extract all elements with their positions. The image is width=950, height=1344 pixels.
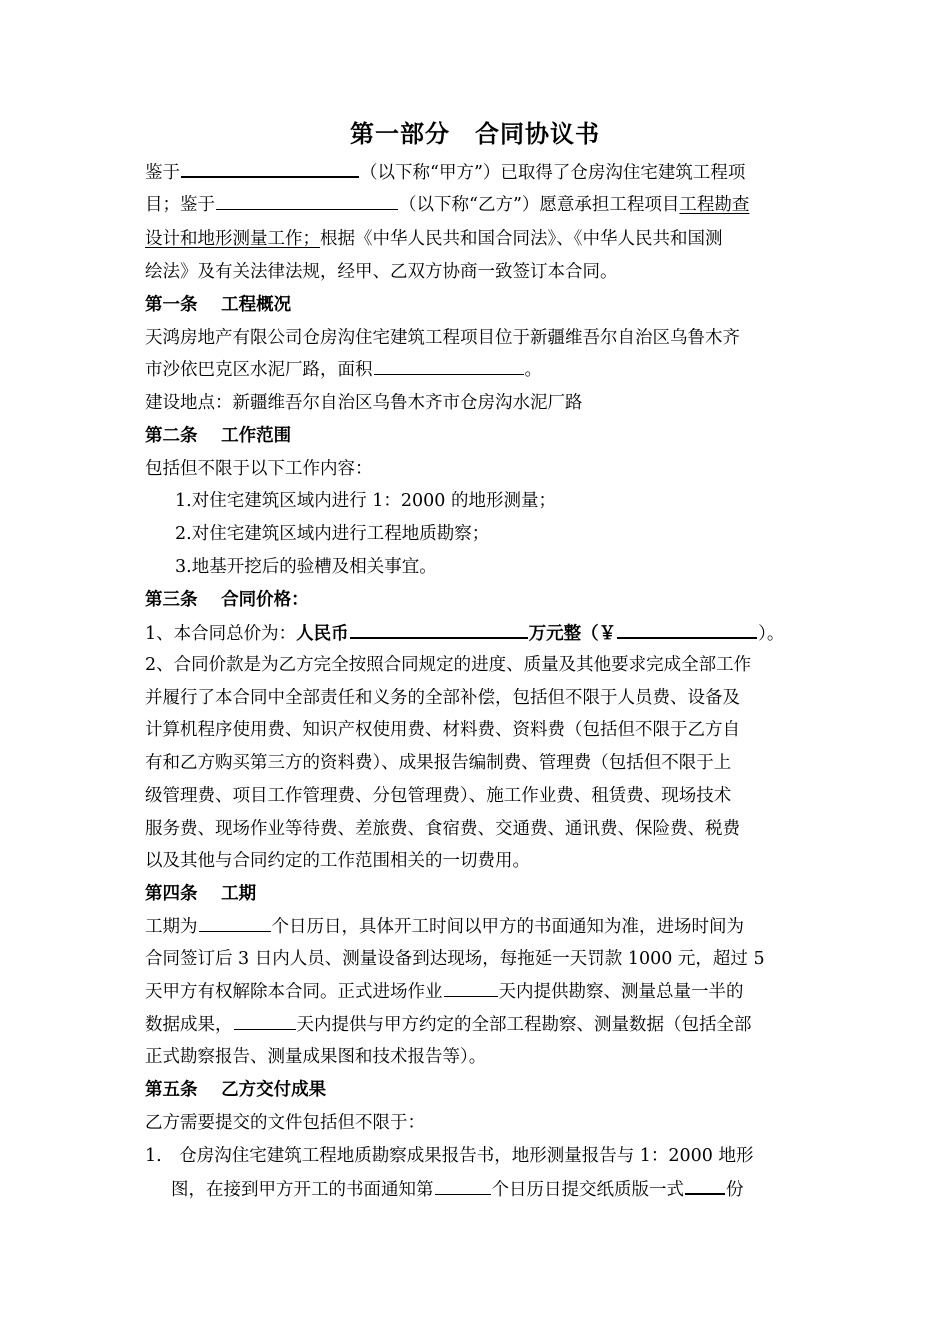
- duration-blank[interactable]: [199, 915, 271, 932]
- article-2-intro: 包括但不限于以下工作内容：: [145, 459, 373, 479]
- party-a-blank[interactable]: [181, 160, 359, 178]
- full-data-days-blank[interactable]: [234, 1013, 296, 1030]
- intro-line-2: 目；鉴于 （以下称“乙方”）愿意承担工程项目工程勘查: [145, 195, 750, 215]
- article-4-line-1: 工期为 个日历日，具体开工时间以甲方的书面通知为准，进场时间为: [145, 917, 744, 937]
- article-4-line-5: 正式勘察报告、测量成果图和技术报告等）。: [145, 1047, 487, 1067]
- price-amount-blank[interactable]: [350, 621, 528, 639]
- article-1-line-3: 建设地点：新疆维吾尔自治区乌鲁木齐市仓房沟水泥厂路: [145, 393, 583, 413]
- intro-line-4: 绘法》及有关法律法规，经甲、乙双方协商一致签订本合同。: [145, 262, 618, 282]
- article-3-para-line-1: 2、合同价款是为乙方完全按照合同规定的进度、质量及其他要求完成全部工作: [145, 655, 752, 675]
- article-3-para-line-6: 服务费、现场作业等待费、差旅费、食宿费、交通费、通讯费、保险费、税费: [145, 819, 740, 839]
- article-1-line-1: 天鸿房地产有限公司仓房沟住宅建筑工程项目位于新疆维吾尔自治区乌鲁木齐: [145, 328, 740, 348]
- scope-item-1: 1.对住宅建筑区域内进行 1：2000 的地形测量；: [175, 491, 556, 511]
- article-3-para-line-7: 以及其他与合同约定的工作范围相关的一切费用。: [145, 851, 530, 871]
- intro-line-3: 设计和地形测量工作；根据《中华人民共和国合同法》、《中华人民共和国测: [145, 229, 723, 249]
- article-3-para-line-2: 并履行了本合同中全部责任和义务的全部补偿，包括但不限于人员费、设备及: [145, 688, 740, 708]
- scope-item-2: 2.对住宅建筑区域内进行工程地质勘察；: [175, 524, 490, 544]
- page-title: 第一部分 合同协议书: [350, 119, 600, 148]
- area-blank[interactable]: [374, 358, 524, 375]
- article-3-heading: 第三条 合同价格：: [145, 590, 309, 610]
- party-b-blank[interactable]: [216, 193, 398, 210]
- article-1-line-2: 市沙依巴克区水泥厂路，面积 。: [145, 360, 542, 380]
- copies-blank[interactable]: [685, 1177, 725, 1195]
- deliverable-item-1-cont: 图，在接到甲方开工的书面通知第 个日历日提交纸质版一式 份: [171, 1177, 744, 1201]
- article-1-heading: 第一条 工程概况: [145, 295, 292, 315]
- deliverable-item-1: 1. 仓房沟住宅建筑工程地质勘察成果报告书，地形测量报告与 1：2000 地形: [145, 1146, 754, 1166]
- article-3-para-line-4: 有和乙方购买第三方的资料费）、成果报告编制费、管理费（包括但不限于上: [145, 753, 732, 773]
- article-4-line-2: 合同签订后 3 日内人员、测量设备到达现场，每拖延一天罚款 1000 元，超过 5: [145, 949, 765, 969]
- article-4-heading: 第四条 工期: [145, 884, 257, 904]
- article-3-para-line-3: 计算机程序使用费、知识产权使用费、材料费、资料费（包括但不限于乙方自: [145, 720, 740, 740]
- half-data-days-blank[interactable]: [444, 980, 498, 997]
- article-5-intro: 乙方需要提交的文件包括但不限于：: [145, 1113, 425, 1133]
- price-figure-blank[interactable]: [617, 621, 757, 639]
- intro-line-1: 鉴于 （以下称“甲方”）已取得了仓房沟住宅建筑工程项: [145, 160, 745, 184]
- article-2-heading: 第二条 工作范围: [145, 426, 292, 446]
- article-5-heading: 第五条 乙方交付成果: [145, 1080, 327, 1100]
- article-3-para-line-5: 级管理费、项目工作管理费、分包管理费）、施工作业费、租赁费、现场技术: [145, 786, 732, 806]
- article-3-price-line: 1、本合同总价为：人民币 万元整（￥ ）。: [145, 621, 784, 645]
- scope-item-3: 3.地基开挖后的验槽及相关事宜。: [175, 557, 437, 577]
- submission-day-blank[interactable]: [435, 1178, 491, 1195]
- article-4-line-3: 天甲方有权解除本合同。正式进场作业 天内提供勘察、测量总量一半的: [145, 982, 744, 1002]
- article-4-line-4: 数据成果， 天内提供与甲方约定的全部工程勘察、测量数据（包括全部: [145, 1015, 752, 1035]
